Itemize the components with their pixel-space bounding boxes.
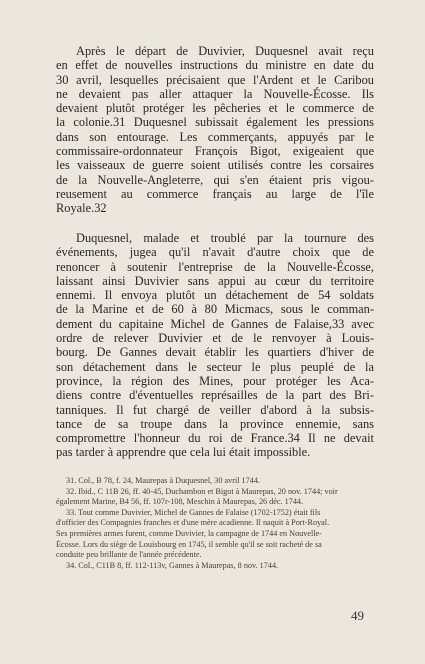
footnote-line: également Marine, B4 56, ff. 107r-108, Meschin à Maurepas, 26 déc. 1744.: [56, 497, 304, 507]
text-line: commissaire-ordonnateur François Bigot, exigeaient que: [56, 144, 374, 159]
text-line: renoncer à soutenir l'entreprise de la Nouvelle-Écosse,: [56, 259, 374, 274]
text-line: dans son entourage. Les commerçants, appuyés par le: [56, 129, 374, 144]
text-line: ne devaient pas aller attaquer la Nouvelle-Écosse. Ils: [56, 86, 374, 101]
page-number: 49: [351, 608, 364, 623]
footnote-line: 34. Col., C11B 8, ff. 112-113v, Gannes à Maurepas, 8 nov. 1744.: [66, 560, 279, 570]
footnotes: [56, 476, 374, 571]
text-line: Après le départ de Duvivier, Duquesnel avait reçu: [76, 44, 374, 58]
text-line: dement du capitaine Michel de Gannes de Falaise,33 avec: [56, 316, 374, 331]
text-line: compromettre l'honneur du roi de France.34 Il ne devait: [56, 431, 374, 446]
text-line: Duquesnel, malade et troublé par la tournure des: [76, 231, 374, 245]
text-line: tance de sa troupe dans la province ennemie, sans: [56, 416, 374, 431]
footnote-line: 31. Col., B 78, f. 24, Maurepas à Duquesnel, 30 avril 1744.: [66, 476, 260, 485]
text-line: la colonie.31 Duquesnel subissait également les pressions: [56, 115, 374, 130]
paragraph-1: [56, 44, 374, 216]
paragraph-2: [56, 231, 374, 460]
text-line: en effet de nouvelles instructions du ministre en date du: [56, 58, 374, 73]
text-line: événements, jugea qu'il n'avait d'autre choix que de: [56, 245, 374, 260]
text-line: ordre de relever Duvivier et de le renvoyer à Louis-: [56, 331, 374, 346]
footnote-line: Ses premières armes furent, comme Duvivier, la campagne de 1744 en Nouvelle-: [56, 528, 322, 538]
text-line: 30 avril, lesquelles précisaient que l'Ardent et le Caribou: [56, 72, 374, 87]
text-line: tanniques. Il fut chargé de veiller d'abord à la subsis-: [56, 402, 374, 417]
text-line: devaient plutôt protéger les pêcheries et le commerce de: [56, 101, 374, 116]
text-line: province, la région des Mines, pour protéger les Aca-: [56, 373, 374, 388]
text-line: son détachement dans le secteur le plus peuplé de la: [56, 359, 374, 374]
text-line: de la Marine et de 60 à 80 Micmacs, sous le comman-: [56, 302, 374, 317]
text-line: Royale.32: [56, 201, 107, 216]
text-line: diens contre d'éventuelles représailles de la part des Bri-: [56, 388, 374, 403]
footnote-line: conduite peu brillante de l'année précédente.: [56, 550, 202, 560]
text-line: de la Nouvelle-Angleterre, qui s'en étaient pris vigou-: [56, 172, 374, 187]
text-line: pas tarder à apprendre que cela lui était impossible.: [56, 445, 311, 460]
text-line: laissant ainsi Duvivier sans appui au cœur du territoire: [56, 273, 374, 288]
footnote-line: d'officier des Compagnies franches et d'une mère acadienne. Il naquit à Port-Royal.: [56, 518, 330, 528]
text-line: reusement au commerce français au large de l'île: [56, 186, 374, 201]
text-line: les vaisseaux de guerre soient utilisés contre les corsaires: [56, 158, 374, 173]
footnote-line: 33. Tout comme Duvivier, Michel de Gannes de Falaise (1702-1752) était fils: [66, 507, 321, 517]
footnote-line: 32. Ibid., C 11B 26, ff. 40-45, Duchambon et Bigot à Maurepas, 20 nov. 1744; voir: [66, 486, 338, 496]
footnote-line: Écosse. Lors du siège de Louisbourg en 1745, il semble qu'il se soit racheté de sa: [56, 539, 322, 549]
text-line: bourg. De Gannes devait établir les quartiers d'hiver de: [56, 345, 374, 360]
text-line: ennemi. Il envoya plutôt un détachement de 54 soldats: [56, 288, 374, 303]
